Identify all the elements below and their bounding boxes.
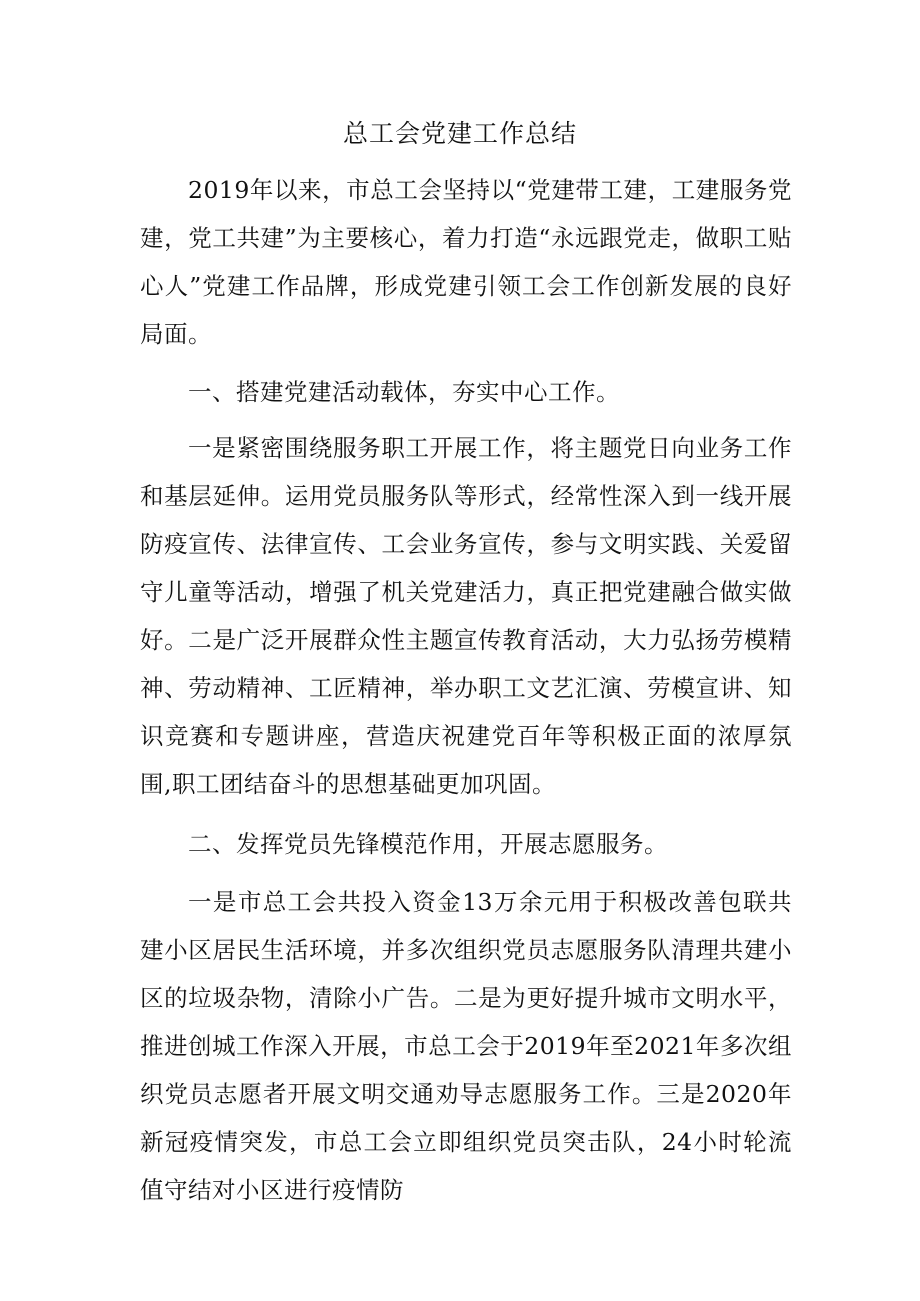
section-heading-1: 一、搭建党建活动载体，夯实中心工作。 bbox=[188, 378, 620, 406]
section-heading-2: 二、发挥党员先锋模范作用，开展志愿服务。 bbox=[188, 830, 668, 858]
intro-paragraph: 2019年以来，市总工会坚持以“党建带工建，工建服务党建，党工共建”为主要核心，着力打造“永远跟党走，做职工贴心人”党建工作品牌，形成党建引领工会工作创新发展的良好局面。 bbox=[140, 176, 792, 348]
section-body-2: 一是市总工会共投入资金13万余元用于积极改善包联共建小区居民生活环境，并多次组织党员志愿服务队清理共建小区的垃圾杂物，清除小广告。二是为更好提升城市文明水平，推进创城工作深入开展，市总工会于2019年至2021年多次组织党员志愿者开展文明交通劝导志愿服务工作。三是2020年新冠疫情突发，市总工会立即组织党员突击队，24小时轮流值守结对小区进行疫情防 bbox=[140, 888, 792, 1204]
section-body-1: 一是紧密围绕服务职工开展工作，将主题党日向业务工作和基层延伸。运用党员服务队等形式，经常性深入到一线开展防疫宣传、法律宣传、工会业务宣传，参与文明实践、关爱留守儿童等活动，增强了机关党建活力，真正把党建融合做实做好。二是广泛开展群众性主题宣传教育活动，大力弘扬劳模精神、劳动精神、工匠精神，举办职工文艺汇演、劳模宣讲、知识竞赛和专题讲座，营造庆祝建党百年等积极正面的浓厚氛围,职工团结奋斗的思想基础更加巩固。 bbox=[140, 434, 792, 798]
document-title: 总工会党建工作总结 bbox=[342, 119, 577, 148]
